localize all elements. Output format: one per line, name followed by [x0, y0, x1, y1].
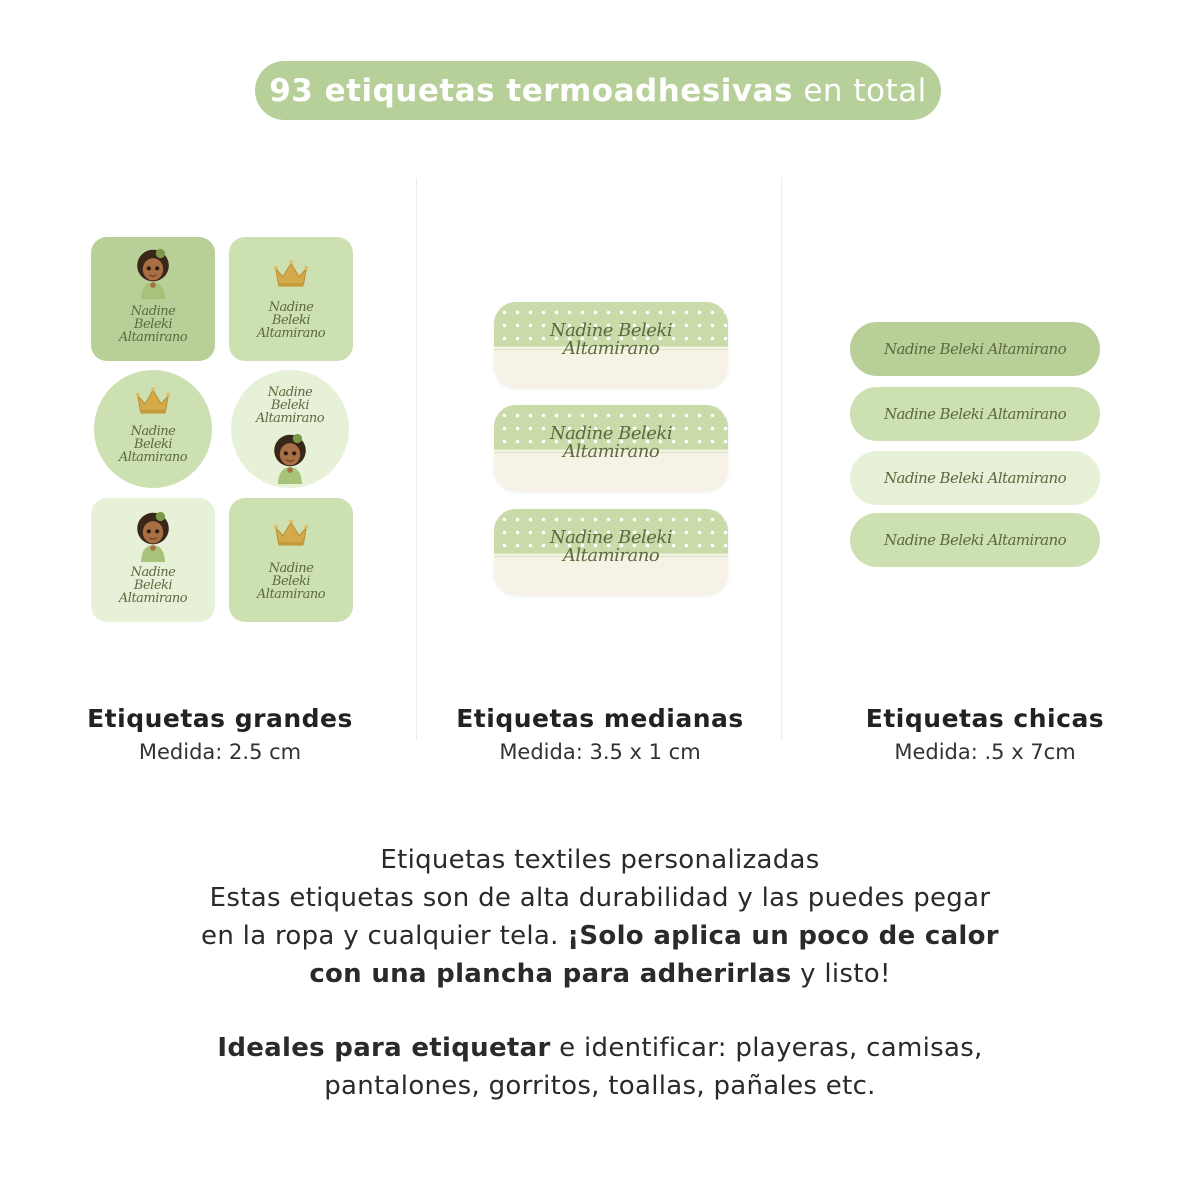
- large-label-3: [94, 370, 212, 488]
- medium-labels-size: Medida: 3.5 x 1 cm: [499, 740, 701, 764]
- large-labels-title: Etiquetas grandes: [87, 704, 353, 733]
- large-label-6: [229, 498, 353, 622]
- small-label-2: Nadine Beleki Altamirano: [850, 387, 1100, 441]
- uses-line-2: pantalones, gorritos, toallas, pañales etc.: [324, 1071, 876, 1101]
- crown-icon: [273, 518, 309, 548]
- description-line-2: Estas etiquetas son de alta durabilidad y las puedes pegar: [209, 883, 991, 913]
- description-line-4: con una plancha para adherirlas y listo!: [309, 959, 891, 989]
- large-label-text: Nadine Beleki Altamirano: [118, 424, 188, 465]
- large-labels-size: Medida: 2.5 cm: [138, 740, 302, 764]
- uses-line-1: Ideales para etiquetar e identificar: playeras, camisas,: [217, 1033, 983, 1063]
- header-title-bold: 93 etiquetas termoadhesivas: [269, 72, 793, 109]
- column-divider-right: [781, 178, 782, 740]
- description-line-1: Etiquetas textiles personalizadas: [380, 845, 820, 875]
- girl-icon: [268, 432, 312, 484]
- small-label-4: Nadine Beleki Altamirano: [850, 513, 1100, 567]
- girl-icon: [131, 510, 175, 562]
- header-pill: [255, 61, 941, 120]
- large-label-text: Nadine Beleki Altamirano: [256, 300, 326, 341]
- large-label-5: [91, 498, 215, 622]
- large-label-text: Nadine Beleki Altamirano: [118, 304, 188, 345]
- large-label-text: Nadine Beleki Altamirano: [256, 561, 326, 602]
- small-labels-size: Medida: .5 x 7cm: [894, 740, 1076, 764]
- crown-icon: [135, 386, 171, 416]
- small-label-1: Nadine Beleki Altamirano: [850, 322, 1100, 376]
- small-labels-title: Etiquetas chicas: [865, 704, 1105, 733]
- column-divider-left: [416, 178, 417, 740]
- large-label-text: Nadine Beleki Altamirano: [255, 385, 325, 426]
- header-title-rest: en total: [792, 72, 927, 109]
- crown-icon: [273, 259, 309, 289]
- girl-icon: [131, 247, 175, 299]
- uses-block: [100, 1029, 1100, 1105]
- medium-label-text: Nadine Beleki Altamirano: [549, 320, 673, 359]
- description-line-3: en la ropa y cualquier tela. ¡Solo aplica un poco de calor: [201, 921, 999, 951]
- medium-label-3: [494, 509, 728, 595]
- description-block: [100, 841, 1100, 993]
- medium-labels-title: Etiquetas medianas: [456, 704, 744, 733]
- small-label-3: Nadine Beleki Altamirano: [850, 451, 1100, 505]
- large-label-text: Nadine Beleki Altamirano: [118, 565, 188, 606]
- medium-label-1: [494, 302, 728, 388]
- medium-label-text: Nadine Beleki Altamirano: [549, 423, 673, 462]
- large-label-1: [91, 237, 215, 361]
- medium-label-2: [494, 405, 728, 491]
- large-label-4: [231, 370, 349, 488]
- large-label-2: [229, 237, 353, 361]
- medium-label-text: Nadine Beleki Altamirano: [549, 527, 673, 566]
